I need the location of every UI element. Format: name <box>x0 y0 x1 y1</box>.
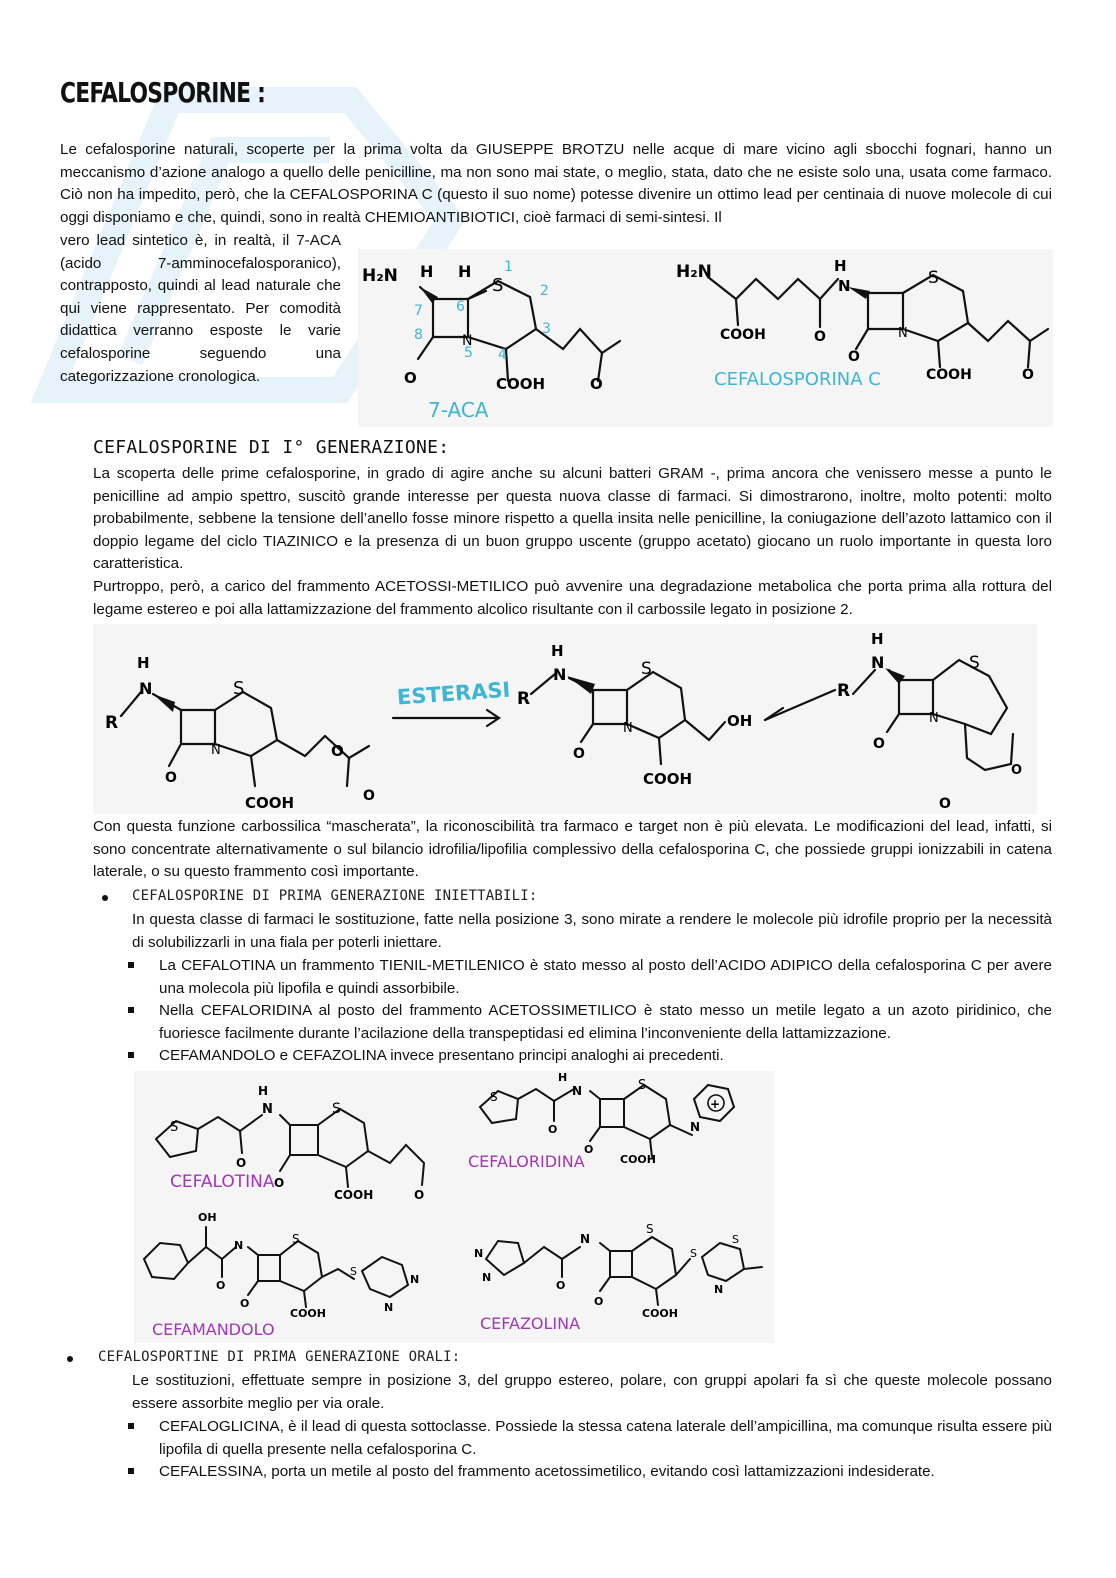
position-number: 3 <box>542 321 551 337</box>
atom-o: O <box>573 746 585 762</box>
label-7aca: 7-ACA <box>428 398 489 422</box>
atom-n: N <box>262 1102 273 1117</box>
intro-left-column: vero lead sintetico è, in realtà, il 7-ACA (acido 7-amminocefalosporanico), contrapposto, quindi al lead naturale che qui viene rappresentato. Per comodità didattica verranno esposte le varie cefalosporine seguendo una categorizzazione cronologica. <box>60 232 341 385</box>
atom-n: N <box>623 721 633 736</box>
figure-7aca-cefalosporina-c <box>358 249 1053 427</box>
atom-cooh: COOH <box>496 375 546 393</box>
atom-n: N <box>462 333 473 349</box>
label-esterasi: ESTERASI <box>396 677 512 710</box>
atom-h2n: H₂N <box>362 266 398 286</box>
atom-h: H <box>558 1071 568 1084</box>
atom-o: O <box>236 1156 247 1170</box>
atom-s: S <box>641 659 652 679</box>
section2-body <box>93 816 1052 884</box>
sub-bullet-cefaloridina: Nella CEFALORIDINA al posto del frammento ACETOSSIMETILICO è stato messo un metile legato a un azoto piridinico, che fuoriesce facilmente durante l’acilazione della transpeptidasi ed elimina l’inconveniente della lattamizzazione. <box>159 1002 1052 1042</box>
atom-o: O <box>594 1295 604 1308</box>
atom-s: S <box>170 1120 179 1135</box>
atom-s: S <box>292 1232 300 1246</box>
bullet-dot <box>102 895 108 901</box>
atom-s: S <box>332 1101 341 1117</box>
intro-paragraph: Le cefalosporine naturali, scoperte per la prima volta da GIUSEPPE BROTZU nelle acque di mare vicino agli sbocchi fognari, hanno un meccanismo d’azione analogo a quello delle penicilline, ma non sono mai state, o meglio, stata, dato che ne esiste solo una, usata come farmaco. Ciò non ha impedito, però, che la CEFALOSPORINA C (questo il suo nome) potesse divenire un ottimo lead per centinaia di nuove molecole di cui oggi disponiamo e che, quindi, sono in realtà CHEMIOANTIBIOTICI, cioè farmaci di semi-sintesi. Il <box>60 141 1052 226</box>
position-number: 1 <box>504 259 513 275</box>
position-number: 6 <box>456 299 465 315</box>
atom-s: S <box>646 1222 654 1236</box>
atom-o: O <box>584 1143 594 1156</box>
section1-paragraph: Purtroppo, però, a carico del frammento ACETOSSI-METILICO può avvenire una degradazione metabolica che porta prima alla rottura del legame estereo e poi alla lattamizzazione del frammento alcolico risultante con il carbossile legato in posizione 2. <box>93 577 1052 618</box>
atom-h: H <box>258 1084 269 1098</box>
wedge-bond <box>848 287 870 299</box>
atom-n: N <box>211 743 221 758</box>
wedge-bond <box>567 676 595 694</box>
sub-bullet-square <box>128 962 134 968</box>
section2-paragraph: Con questa funzione carbossilica “mascherata”, la riconoscibilità tra farmaco e target non è più elevata. Le modificazioni del lead, infatti, si sono concentrate alternativamente o sul bilancio idrofilia/lipofilia complessivo della cefalosporina C, che possiede gruppi ionizzabili in catena laterale, o su questo frammento così importante. <box>93 818 1052 881</box>
label-cefalotina: CEFALOTINA <box>170 1172 275 1192</box>
atom-cooh: COOH <box>290 1307 326 1320</box>
atom-h: H <box>458 262 472 281</box>
atom-o: O <box>848 349 860 365</box>
atom-s: S <box>492 275 504 296</box>
sub-bullet-cefalessina: CEFALESSINA, porta un metile al posto del frammento acetossimetilico, evitando così lattamizzazioni indesiderate. <box>159 1463 935 1480</box>
atom-n: N <box>553 665 567 684</box>
atom-h: H <box>420 262 434 281</box>
label-cefazolina: CEFAZOLINA <box>480 1314 581 1333</box>
atom-cooh: COOH <box>643 770 693 788</box>
sub-bullet-square <box>128 1468 134 1474</box>
page-title: CEFALOSPORINE : <box>60 76 266 109</box>
atom-h: H <box>551 642 564 660</box>
atom-o: O <box>590 375 603 393</box>
section1-body <box>93 463 1052 621</box>
bullet-dot <box>67 1356 73 1362</box>
position-number: 8 <box>414 327 423 343</box>
bullet-text-orali: Le sostituzioni, effettuate sempre in posizione 3, del gruppo estereo, polare, con gruppi apolari fa sì che queste molecole possano essere assorbite meglio per via orale. <box>132 1372 1052 1412</box>
atom-r: R <box>517 689 531 709</box>
atom-o: O <box>1022 367 1034 383</box>
bullet-title-orali: CEFALOSPORTINE DI PRIMA GENERAZIONE ORALI: <box>98 1349 461 1365</box>
label-cefaloridina: CEFALORIDINA <box>468 1152 585 1171</box>
position-number: 2 <box>540 283 549 299</box>
atom-s: S <box>732 1233 739 1246</box>
wedge-bond <box>885 668 905 684</box>
position-number: 4 <box>498 347 507 363</box>
atom-h2n: H₂N <box>676 262 712 282</box>
atom-r: R <box>105 713 119 733</box>
atom-h: H <box>137 654 150 672</box>
atom-n: N <box>929 711 939 726</box>
label-cefamandolo: CEFAMANDOLO <box>152 1320 275 1339</box>
atom-o: O <box>939 796 951 812</box>
section1-paragraph: La scoperta delle prime cefalosporine, in grado di agire anche su alcuni batteri GRAM -, prima ancora che venissero messe a punto le penicilline ad ampio spettro, suscitò grande interesse per questa nuova classe di farmaci. Si dimostrarono, inoltre, molto potenti: molto probabilmente, sebbene la tensione dell’anello fosse minore rispetto a quella insita nelle penicilline, la coniugazione dell’azoto lattamico con il doppio legame del ciclo TIAZINICO e la presenza di un buon gruppo uscente (gruppo acetato) giocano un ruolo importante in questa loro caratteristica. <box>93 465 1052 573</box>
atom-oh: OH <box>727 712 753 730</box>
atom-s: S <box>638 1078 647 1093</box>
atom-h: H <box>871 630 884 648</box>
atom-n: N <box>838 277 851 295</box>
atom-cooh: COOH <box>642 1307 678 1320</box>
atom-o: O <box>240 1297 250 1310</box>
atom-s: S <box>233 678 245 699</box>
wedge-bond <box>153 694 175 712</box>
section-heading-first-generation: CEFALOSPORINE DI I° GENERAZIONE: <box>93 437 450 458</box>
atom-n: N <box>898 326 908 341</box>
atom-s: S <box>490 1090 498 1104</box>
atom-o: O <box>873 736 885 752</box>
bullet-title-iniettabili: CEFALOSPORINE DI PRIMA GENERAZIONE INIETTABILI: <box>132 888 538 904</box>
atom-o: O <box>414 1188 425 1202</box>
atom-cooh: COOH <box>720 327 766 343</box>
atom-s: S <box>928 268 939 288</box>
atom-o: O <box>274 1176 285 1190</box>
atom-n: N <box>580 1232 591 1246</box>
atom-s: S <box>350 1265 357 1278</box>
position-number: 5 <box>464 345 473 361</box>
sub-bullet-cefamandolo: CEFAMANDOLO e CEFAZOLINA invece presentano principi analoghi ai precedenti. <box>159 1047 724 1064</box>
atom-s: S <box>969 653 980 673</box>
atom-o: O <box>165 770 177 786</box>
wedge-bond <box>420 287 438 303</box>
atom-cooh: COOH <box>245 794 295 812</box>
bullet-text-iniettabili: In questa classe di farmaci le sostituzione, fatte nella posizione 3, sono mirate a rendere le molecole più idrofile proprio per la necessità di solubilizzarli in una fiala per poterli iniettare. <box>132 911 1052 951</box>
atom-n: N <box>474 1247 484 1260</box>
atom-o: O <box>814 329 826 345</box>
atom-o: O <box>548 1123 558 1136</box>
sub-bullet-square <box>128 1052 134 1058</box>
atom-o: O <box>216 1279 226 1292</box>
position-number: 7 <box>414 303 423 319</box>
atom-s: S <box>690 1247 697 1260</box>
sub-bullet-cefaloglicina: CEFALOGLICINA, è il lead di questa sottoclasse. Possiede la stessa catena laterale dell’ampicillina, ma comunque risulta essere più lipofila di quella presente nella cefalosporina C. <box>159 1418 1052 1458</box>
atom-n: N <box>482 1271 492 1284</box>
atom-n: N <box>690 1120 701 1134</box>
atom-n: N <box>384 1301 394 1314</box>
atom-o: O <box>1011 763 1023 778</box>
atom-plus: + <box>710 1097 721 1111</box>
figure-esterasi-degradation <box>93 624 1037 814</box>
atom-h: H <box>834 257 847 275</box>
atom-cooh: COOH <box>334 1188 374 1202</box>
atom-oh: OH <box>198 1211 217 1224</box>
label-cefalosporina-c: CEFALOSPORINA C <box>714 369 881 390</box>
atom-o: O <box>404 369 417 387</box>
sub-bullet-square <box>128 1007 134 1013</box>
atom-cooh: COOH <box>620 1153 656 1166</box>
sub-bullet-square <box>128 1423 134 1429</box>
atom-o: O <box>556 1279 566 1292</box>
atom-n: N <box>871 653 885 672</box>
atom-o: O <box>363 788 375 804</box>
atom-r: R <box>837 681 851 701</box>
atom-n: N <box>714 1283 724 1296</box>
atom-o: O <box>331 742 344 760</box>
atom-cooh: COOH <box>926 367 972 383</box>
figure-first-gen-injectables <box>134 1071 774 1343</box>
atom-n: N <box>234 1239 244 1252</box>
sub-bullet-cefalotina: La CEFALOTINA un frammento TIENIL-METILENICO è stato messo al posto dell’ACIDO ADIPICO della cefalosporina C per avere una molecola più lipofila e quindi assorbibile. <box>159 957 1052 997</box>
atom-n: N <box>410 1273 420 1286</box>
atom-n: N <box>139 679 153 698</box>
atom-n: N <box>572 1084 583 1098</box>
